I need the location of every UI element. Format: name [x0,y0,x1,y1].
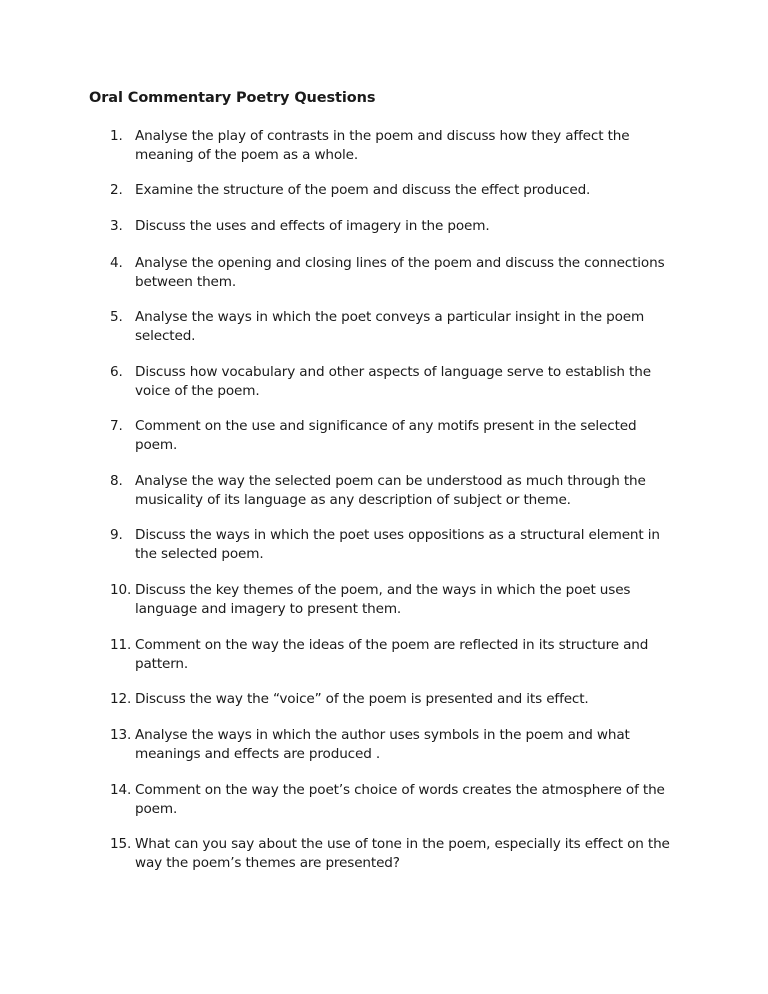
question-text: Comment on the use and significance of any motifs present in the selected poem. [135,418,637,453]
list-item [110,217,670,236]
list-item [110,581,670,618]
question-text: Discuss the way the “voice” of the poem is presented and its effect. [135,691,589,707]
page-title: Oral Commentary Poetry Questions [89,90,376,106]
question-number: 14. [110,782,132,798]
question-number: 8. [110,473,123,489]
list-item [110,417,670,454]
question-number: 13. [110,727,132,743]
question-text: Discuss the uses and effects of imagery in the poem. [135,218,490,234]
question-number: 11. [110,637,132,653]
list-item [110,472,670,509]
question-text: Comment on the way the ideas of the poem are reflected in its structure and pattern. [135,637,649,672]
question-text: Discuss how vocabulary and other aspects of language serve to establish the voice of the poem. [135,364,651,399]
list-item [110,636,670,673]
question-text: Analyse the play of contrasts in the poem and discuss how they affect the meaning of the poem as a whole. [135,128,630,163]
question-text: Analyse the ways in which the poet conveys a particular insight in the poem selected. [135,309,645,344]
list-item [110,363,670,400]
question-text: Comment on the way the poet’s choice of words creates the atmosphere of the poem. [135,782,665,817]
list-item [110,254,670,291]
list-item [110,835,670,872]
question-number: 6. [110,364,123,380]
question-number: 1. [110,128,123,144]
question-text: Analyse the ways in which the author uses symbols in the poem and what meanings and effects are produced . [135,727,630,762]
question-text: Discuss the ways in which the poet uses oppositions as a structural element in the selected poem. [135,527,660,562]
question-number: 4. [110,255,123,271]
question-number: 7. [110,418,123,434]
list-item [110,690,670,709]
list-item [110,526,670,563]
list-item [110,308,670,345]
list-item [110,781,670,818]
question-number: 2. [110,182,123,198]
question-number: 9. [110,527,123,543]
list-item [110,726,670,763]
question-text: Analyse the way the selected poem can be understood as much through the musicality of its language as any description of subject or theme. [135,473,646,508]
list-item [110,181,670,200]
question-number: 5. [110,309,123,325]
question-number: 10. [110,582,132,598]
question-number: 15. [110,836,132,852]
question-number: 12. [110,691,132,707]
question-text: Discuss the key themes of the poem, and the ways in which the poet uses language and imagery to present them. [135,582,631,617]
question-number: 3. [110,218,123,234]
list-item [110,127,670,164]
question-text: Examine the structure of the poem and discuss the effect produced. [135,182,591,198]
question-text: What can you say about the use of tone in the poem, especially its effect on the way the poem’s themes are presented? [135,836,670,871]
question-text: Analyse the opening and closing lines of the poem and discuss the connections between them. [135,255,665,290]
